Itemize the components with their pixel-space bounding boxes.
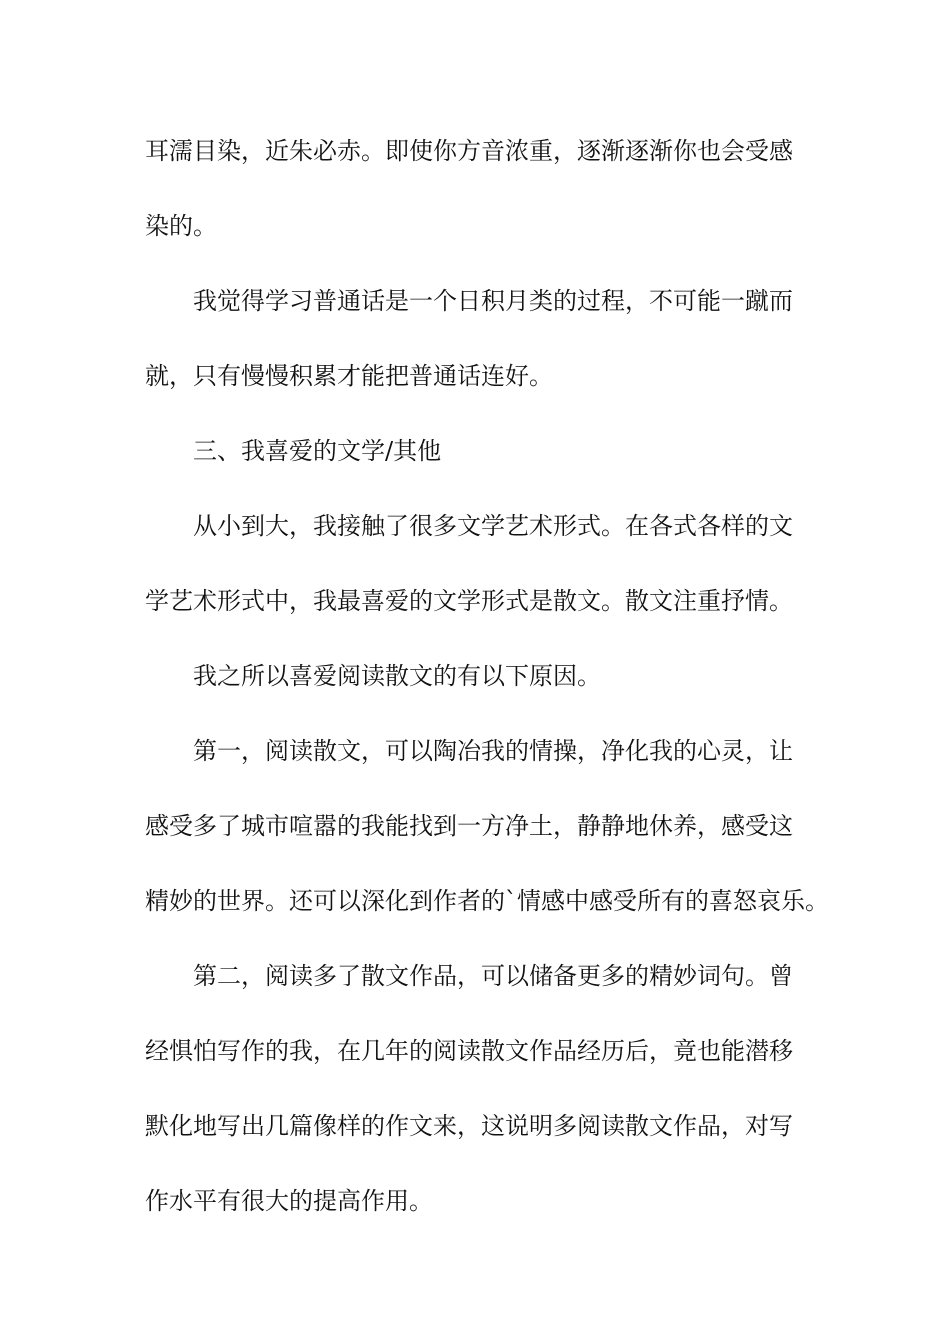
text-line: 精妙的世界。还可以深化到作者的`情感中感受所有的喜怒哀乐。 (145, 887, 829, 915)
text-line: 就，只有慢慢积累才能把普通话连好。 (145, 362, 553, 390)
text-line: 学艺术形式中，我最喜爱的文学形式是散文。散文注重抒情。 (145, 587, 793, 615)
paragraph-first-line: 第二，阅读多了散文作品，可以储备更多的精妙词句。曾 (193, 962, 793, 990)
paragraph-first-line: 我之所以喜爱阅读散文的有以下原因。 (193, 662, 601, 690)
text-line: 默化地写出几篇像样的作文来，这说明多阅读散文作品，对写 (145, 1112, 793, 1140)
text-line: 耳濡目染，近朱必赤。即使你方音浓重，逐渐逐渐你也会受感 (145, 137, 793, 165)
text-line: 经惧怕写作的我，在几年的阅读散文作品经历后，竟也能潜移 (145, 1037, 793, 1065)
paragraph-first-line: 第一，阅读散文，可以陶冶我的情操，净化我的心灵，让 (193, 737, 793, 765)
text-line: 作水平有很大的提高作用。 (145, 1187, 433, 1215)
paragraph-first-line: 我觉得学习普通话是一个日积月类的过程，不可能一蹴而 (193, 287, 793, 315)
paragraph-first-line: 从小到大，我接触了很多文学艺术形式。在各式各样的文 (193, 512, 793, 540)
section-heading: 三、我喜爱的文学/其他 (193, 437, 442, 465)
text-line: 染的。 (145, 212, 217, 240)
text-line: 感受多了城市喧嚣的我能找到一方净土，静静地休养，感受这 (145, 812, 793, 840)
